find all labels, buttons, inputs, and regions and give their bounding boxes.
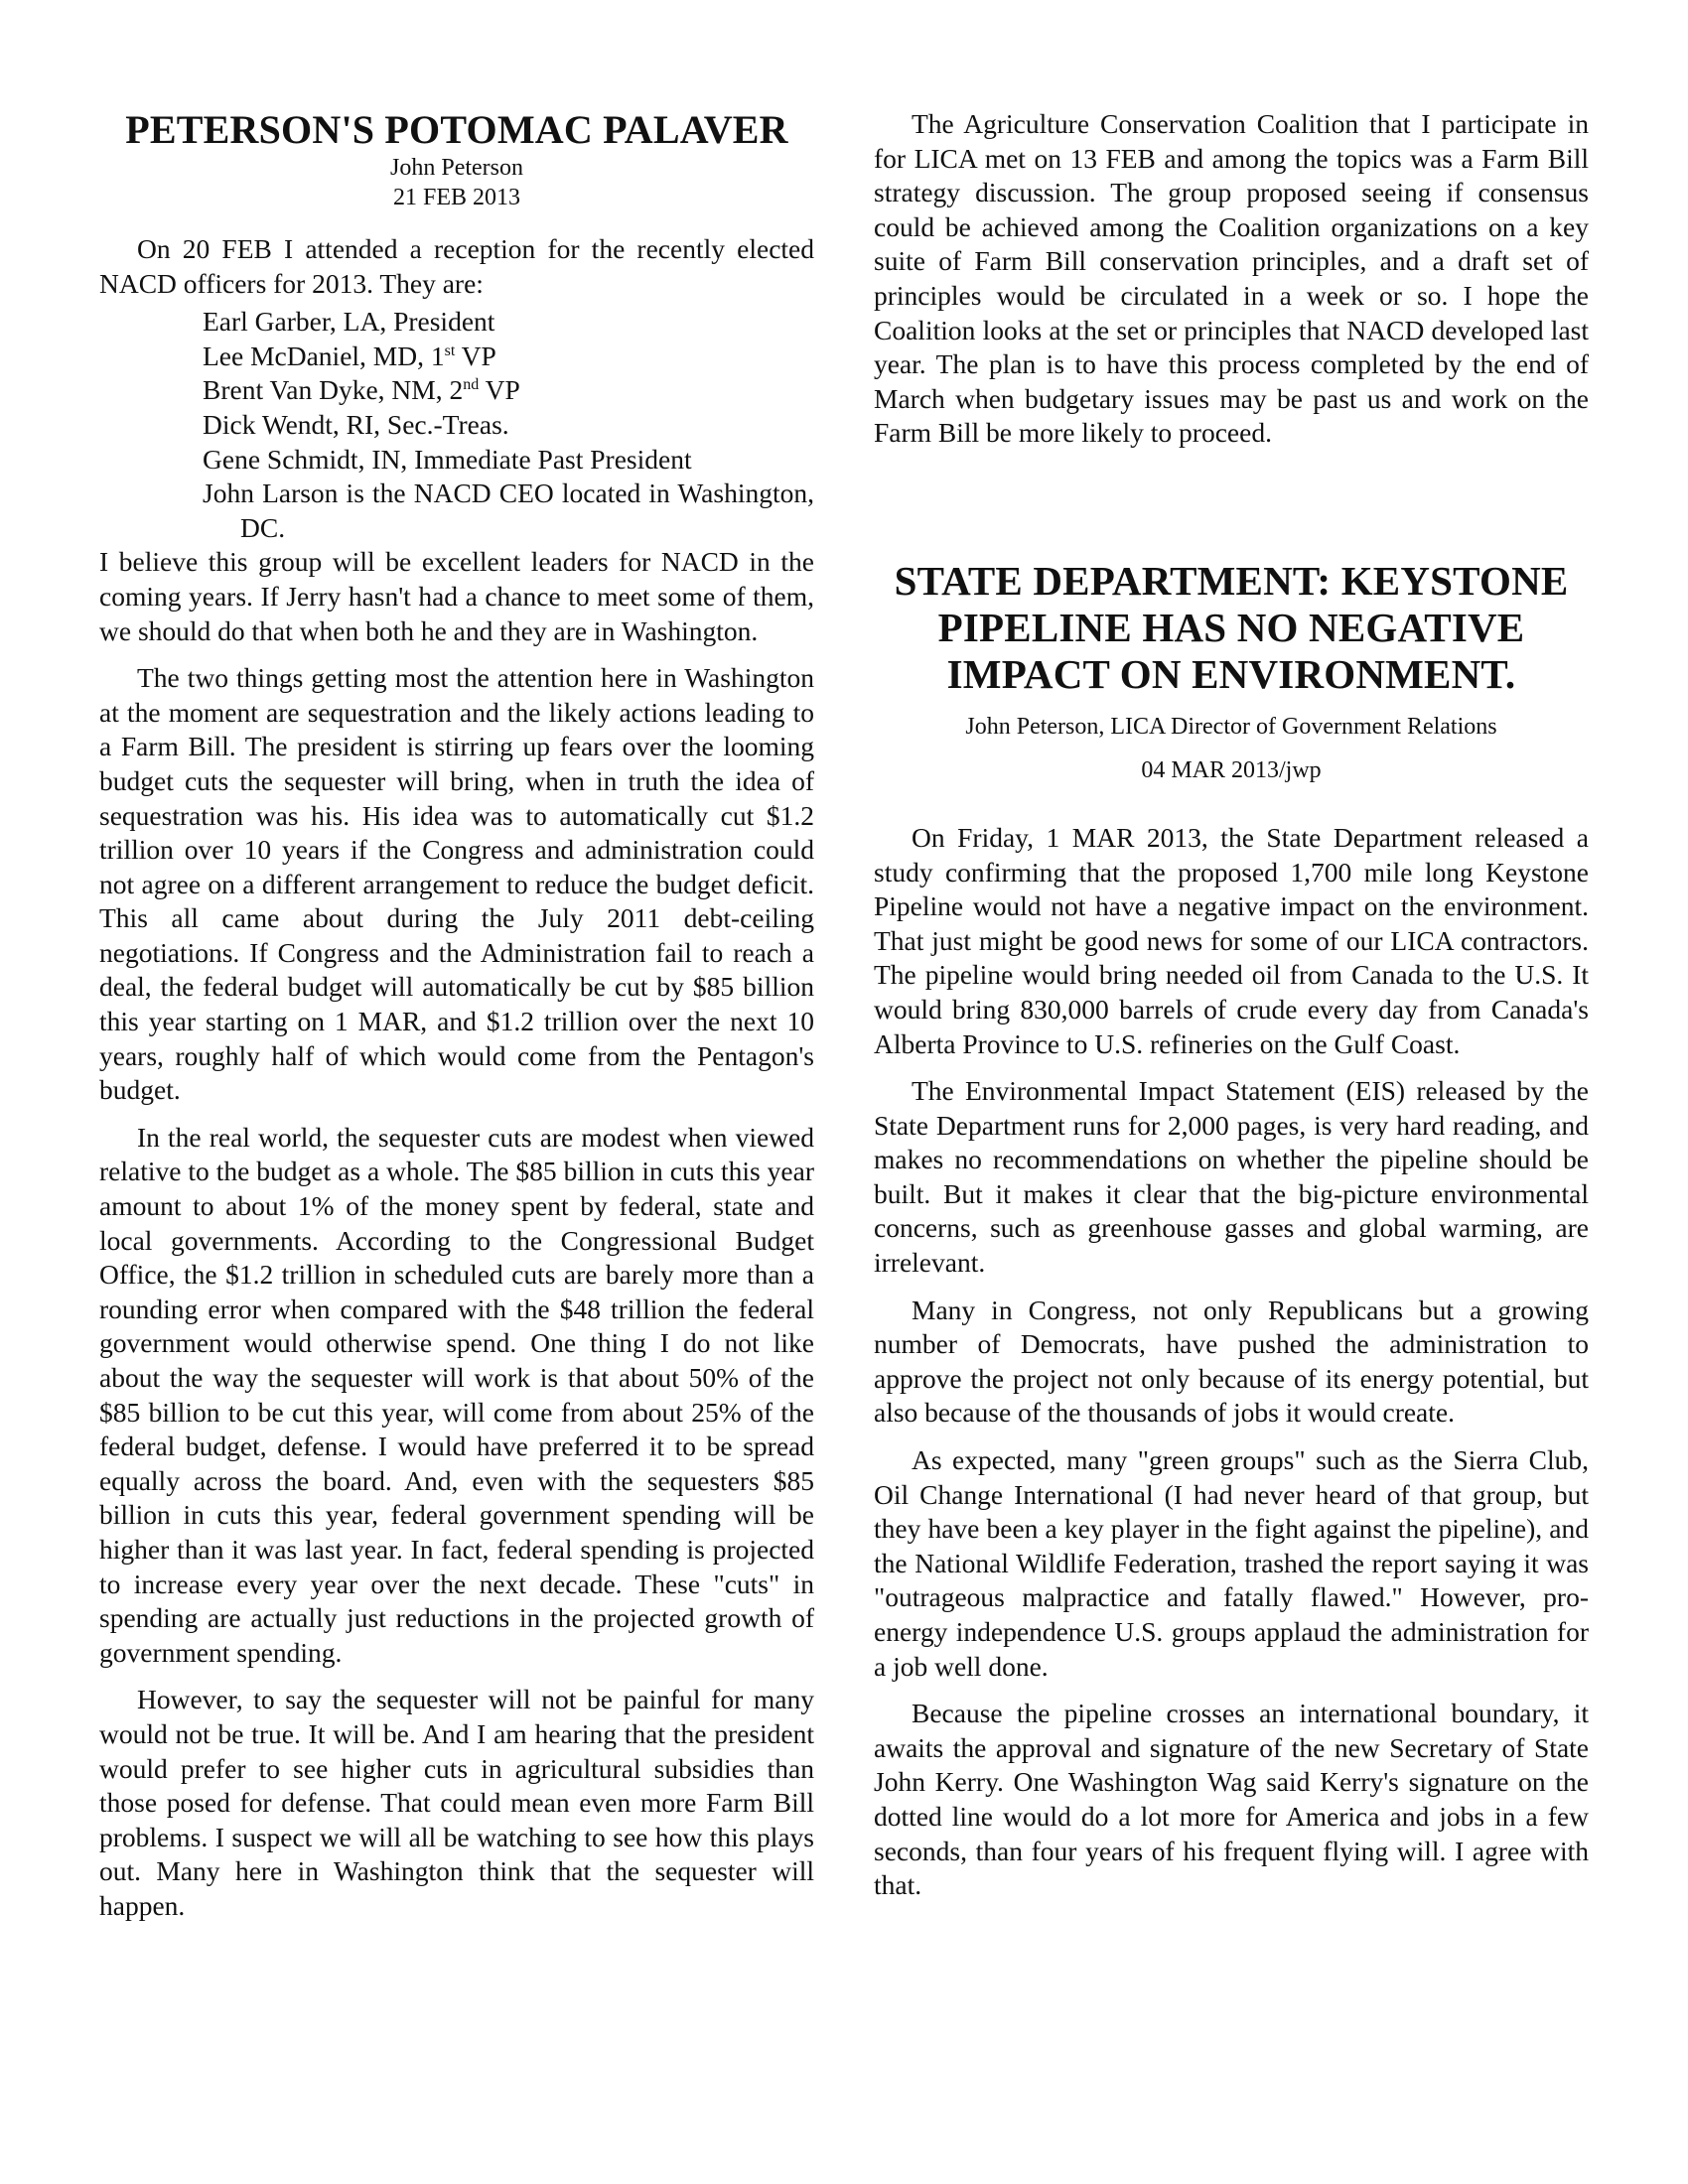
officer-item: John Larson is the NACD CEO located in Washington, DC. — [203, 478, 814, 543]
article2-title: STATE DEPARTMENT: KEYSTONE PIPELINE HAS NO NEGATIVE IMPACT ON ENVIRONMENT. — [894, 557, 1569, 697]
article2-paragraph: On Friday, 1 MAR 2013, the State Department released a study confirming that the proposed 1,700 mile long Keystone Pipeline would not have a negative impact on the environment. That just might be good news for some of our LICA contractors. The pipeline would bring needed oil from Canada to the U.S. It would bring 830,000 barrels of crude every day from Canada's Alberta Province to U.S. refineries on the Gulf Coast. — [874, 821, 1589, 1059]
article1-intro: On 20 FEB I attended a reception for the recently elected NACD officers for 2013. They are: — [99, 233, 814, 299]
article1-paragraph: However, to say the sequester will not be painful for many would not be true. It will be. And I am hearing that the president would prefer to see higher cuts in agricultural subsidies than those posed for defense. That could mean even more Farm Bill problems. I suspect we will all be watching to see how this plays out. Many here in Washington think that the sequester will happen. — [99, 1684, 814, 1921]
article1-paragraph: The two things getting most the attention here in Washington at the moment are sequestration and the likely actions leading to a Farm Bill. The president is stirring up fears over the looming budget cuts the sequester will bring, when in truth the idea of sequestration was his. His idea was to automatically cut $1.2 trillion over 10 years if the Congress and administration could not agree on a different arrangement to reduce the budget deficit. This all came about during the July 2011 debt-ceiling negotiations. If Congress and the Administration fail to reach a deal, the federal budget will automatically be cut by $85 billion this year starting on 1 MAR, and $1.2 trillion over the next 10 years, roughly half of which would come from the Pentagon's budget. — [99, 662, 814, 1106]
left-column — [99, 107, 814, 1937]
officer-text: Brent Van Dyke, NM, 2 — [203, 374, 464, 406]
article1-paragraph: In the real world, the sequester cuts are modest when viewed relative to the budget as a whole. The $85 billion in cuts this year amount to about 1% of the money spent by federal, state and local governments. According to the Congressional Budget Office, the $1.2 trillion in scheduled cuts are barely more than a rounding error when compared with the $48 trillion the federal government would otherwise spend. One thing I do not like about the way the sequester will work is that about 50% of the $85 billion to be cut this year, will come from about 25% of the federal budget, defense. I would have preferred it to be spread equally across the board. And, even with the sequesters $85 billion in cuts this year, federal government spending will be higher than it was last year. In fact, federal spending is projected to increase every year over the next decade. These "cuts" in spending are actually just reductions in the projected growth of government spending. — [99, 1121, 814, 1668]
officer-item — [203, 373, 814, 408]
officer-ordinal: st — [444, 341, 456, 359]
officer-text: VP — [479, 374, 520, 406]
article2-paragraph: The Environmental Impact Statement (EIS) released by the State Department runs for 2,000 pages, is very hard reading, and makes no recommendations on whether the pipeline should be built. But it makes it clear that the big-picture environmental concerns, such as greenhouse gasses and global warming, are irrelevant. — [874, 1075, 1589, 1279]
article2-date: 04 MAR 2013/jwp — [1141, 756, 1322, 783]
article2-author: John Peterson, LICA Director of Government Relations — [965, 713, 1497, 740]
article1-paragraph: I believe this group will be excellent leaders for NACD in the coming years. If Jerry hasn't had a chance to meet some of them, we should do that when both he and they are in Washington. — [99, 546, 814, 646]
officer-text: VP — [455, 340, 496, 371]
article1-paragraph: The Agriculture Conservation Coalition that I participate in for LICA met on 13 FEB and among the topics was a Farm Bill strategy discussion. The group proposed seeing if consensus could be achieved among the Coalition organizations on a key suite of Farm Bill conservation principles, and a draft set of principles would be circulated in a week or so. I hope the Coalition looks at the set or principles that NACD developed last year. The plan is to have this process completed by the end of March when budgetary issues may be past us and work on the Farm Bill be more likely to proceed. — [874, 108, 1589, 449]
officer-text: Lee McDaniel, MD, 1 — [203, 340, 445, 371]
officer-list — [203, 305, 814, 545]
officer-item: Gene Schmidt, IN, Immediate Past President — [203, 443, 692, 475]
article2 — [874, 558, 1589, 1903]
article2-paragraph: Many in Congress, not only Republicans but a growing number of Democrats, have pushed the administration to approve the project not only because of its energy potential, but also because of the thousands of jobs it would create. — [874, 1294, 1589, 1429]
officer-item: Earl Garber, LA, President — [203, 306, 495, 338]
article2-paragraph: Because the pipeline crosses an international boundary, it awaits the approval and signature of the new Secretary of State John Kerry. One Washington Wag said Kerry's signature on the dotted line would do a lot more for America and jobs in a few seconds, than four years of his frequent flying will. I agree with that. — [874, 1698, 1589, 1901]
spacer — [874, 785, 1589, 821]
officer-ordinal: nd — [463, 376, 480, 394]
officer-item — [203, 340, 814, 374]
article1-author: John Peterson — [390, 155, 523, 181]
article2-paragraph: As expected, many "green groups" such as the Sierra Club, Oil Change International (I had never heard of that group, but they have been a key player in the fight against the pipeline), and the National Wildlife Federation, trashed the report saying it was "outrageous malpractice and fatally flawed." However, pro-energy independence U.S. groups applaud the administration for a job well done. — [874, 1444, 1589, 1682]
article1-title: PETERSON'S POTOMAC PALAVER — [125, 107, 788, 152]
right-column — [874, 107, 1589, 1916]
article1-date: 21 FEB 2013 — [392, 185, 520, 210]
officer-item: Dick Wendt, RI, Sec.-Treas. — [203, 408, 509, 440]
